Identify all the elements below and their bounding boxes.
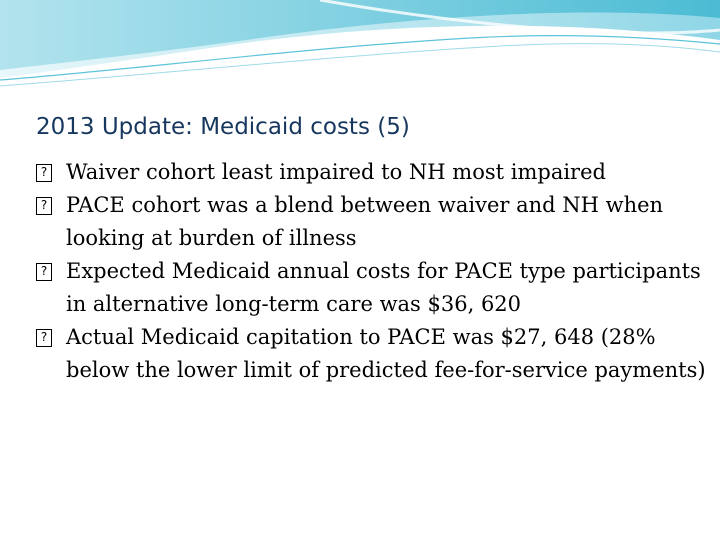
missing-glyph-bullet-icon: ?: [36, 263, 52, 281]
bullet-text: Expected Medicaid annual costs for PACE type participants in alternative long-term care was $36, 620: [66, 259, 701, 316]
slide-title: 2013 Update: Medicaid costs (5): [36, 114, 410, 140]
decorative-banner: [0, 0, 720, 100]
bullet-list: [36, 156, 706, 387]
bullet-item: [36, 156, 706, 189]
bullet-text: PACE cohort was a blend between waiver and NH when looking at burden of illness: [66, 193, 664, 250]
missing-glyph-bullet-icon: ?: [36, 164, 52, 182]
bullet-item: [36, 255, 706, 321]
bullet-item: [36, 321, 706, 387]
missing-glyph-bullet-icon: ?: [36, 197, 52, 215]
bullet-item: [36, 189, 706, 255]
bullet-text: Actual Medicaid capitation to PACE was $27, 648 (28% below the lower limit of predicted fee-for-service payments): [66, 325, 706, 382]
bullet-text: Waiver cohort least impaired to NH most impaired: [66, 160, 606, 184]
missing-glyph-bullet-icon: ?: [36, 329, 52, 347]
